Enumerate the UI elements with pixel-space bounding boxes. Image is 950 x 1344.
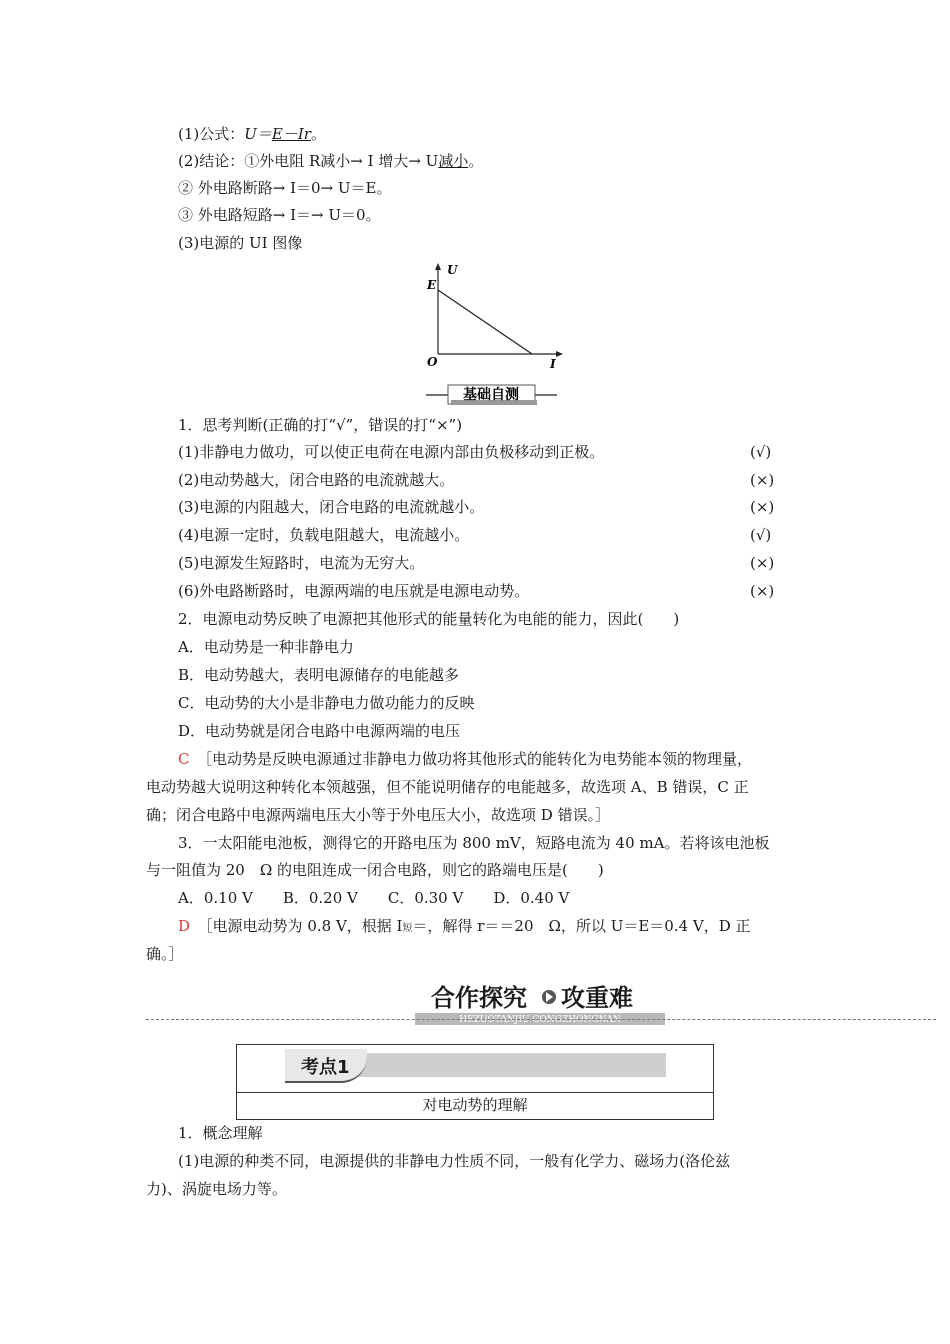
q1-item: (3)电源的内阻越大，闭合电路的电流就越小。: [178, 498, 485, 516]
conclusion-underline: 减小: [438, 152, 469, 170]
q2-option-d: D．电动势就是闭合电路中电源两端的电压: [178, 722, 461, 740]
kaodian-tag: 考点1: [301, 1057, 350, 1078]
cooperation-title-right: 攻重难: [561, 984, 633, 1012]
q1-item-mark: (×): [750, 554, 775, 572]
self-test-title: 基础自测: [463, 387, 519, 403]
kaodian-tab: [285, 1049, 367, 1083]
axis-u-label: U: [447, 263, 458, 277]
formula-lhs: U＝: [244, 125, 272, 143]
q2-explanation-line-1: [178, 749, 752, 769]
ui-graph-heading: (3)电源的 UI 图像: [178, 234, 303, 252]
q2-option-b: B．电动势越大，表明电源储存的电能越多: [178, 666, 460, 684]
section-paragraph-line-2: 力)、涡旋电场力等。: [146, 1180, 287, 1198]
origin-label: O: [427, 355, 438, 369]
axis-i-label: I: [550, 357, 556, 371]
kaodian-box: [236, 1044, 714, 1120]
q3-answer: D: [178, 917, 191, 935]
q1-stem: 1．思考判断(正确的打“√”，错误的打“×”): [178, 416, 463, 434]
q3-explanation-text-b: ＝，解得 r＝＝20 Ω，所以 U＝E＝0.4 V，D 正: [412, 917, 751, 935]
formula-line: [178, 124, 326, 144]
q3-stem-line-2: 与一阻值为 20 Ω 的电阻连成一闭合电路，则它的路端电压是( ): [146, 861, 604, 879]
section-paragraph-line-1: (1)电源的种类不同，电源提供的非静电力性质不同，一般有化学力、磁场力(洛伦兹: [178, 1152, 731, 1170]
conclusion-line: [178, 151, 483, 171]
q1-item-mark: (×): [750, 582, 775, 600]
q3-explanation-line-1: [178, 916, 751, 939]
section-heading: 1．概念理解: [178, 1124, 263, 1142]
q1-item: (6)外电路断路时，电源两端的电压就是电源电动势。: [178, 582, 530, 600]
open-circuit-line: ② 外电路断路→ I＝0→ U＝E。: [178, 179, 392, 197]
q2-explanation-text: ［电动势是反映电源通过非静电力做功将其他形式的能转化为电势能本领的物理量，: [204, 750, 753, 768]
q2-option-c: C．电动势的大小是非静电力做功能力的反映: [178, 694, 475, 712]
conclusion-text: (2)结论：①外电阻 R减小→ I 增大→ U: [178, 152, 439, 170]
ui-line: [438, 290, 532, 354]
formula-rhs: E－Ir: [271, 125, 311, 143]
q3-options: A．0.10 V B．0.20 V C．0.30 V D．0.40 V: [178, 889, 570, 907]
kaodian-divider: [237, 1092, 713, 1093]
q3-explanation-line-2: 确。］: [146, 945, 184, 963]
q2-explanation-line-3: 确；闭合电路中电源两端电压大小等于外电压大小，故选项 D 错误。］: [146, 806, 611, 824]
kaodian-title: 对电动势的理解: [422, 1096, 528, 1114]
x-axis-arrow: [556, 351, 563, 357]
q3-explanation-text-a: ［电源电动势为 0.8 V，根据 I: [205, 917, 403, 935]
q1-item-mark: (√): [750, 526, 772, 544]
dashed-divider: [146, 1019, 936, 1020]
conclusion-end: 。: [468, 152, 484, 170]
cooperation-pinyin: HEZUOTANJIU GONGZHONGNAN: [459, 1015, 621, 1025]
self-test-banner: [424, 383, 559, 407]
formula-label: (1)公式：: [178, 125, 245, 143]
q1-item: (1)非静电力做功，可以使正电荷在电源内部由负极移动到正极。: [178, 443, 605, 461]
formula-end: 。: [310, 125, 326, 143]
q3-stem-line-1: 3．一太阳能电池板，测得它的开路电压为 800 mV，短路电流为 40 mA。若将该电池板: [178, 834, 770, 852]
q1-item: (2)电动势越大，闭合电路的电流就越大。: [178, 471, 455, 489]
q3-explanation-subscript: 短: [402, 923, 413, 934]
q1-item: (4)电源一定时，负载电阻越大，电流越小。: [178, 526, 470, 544]
short-circuit-line: ③ 外电路短路→ I＝→ U＝0。: [178, 206, 381, 224]
axis-e-label: E: [427, 278, 437, 292]
y-axis-arrow: [435, 263, 441, 270]
q1-item: (5)电源发生短路时，电流为无穷大。: [178, 554, 425, 572]
q2-option-a: A．电动势是一种非静电力: [178, 638, 354, 656]
q2-stem: 2．电源电动势反映了电源把其他形式的能量转化为电能的能力，因此( ): [178, 610, 680, 628]
cooperation-title-left: 合作探究: [431, 984, 527, 1012]
ui-graph: [420, 258, 565, 373]
q1-item-mark: (×): [750, 471, 775, 489]
q2-answer: C: [178, 750, 190, 768]
q1-item-mark: (√): [750, 443, 772, 461]
q1-item-mark: (×): [750, 498, 775, 516]
q2-explanation-line-2: 电动势越大说明这种转化本领越强，但不能说明储存的电能越多，故选项 A、B 错误，C 正: [146, 778, 749, 796]
